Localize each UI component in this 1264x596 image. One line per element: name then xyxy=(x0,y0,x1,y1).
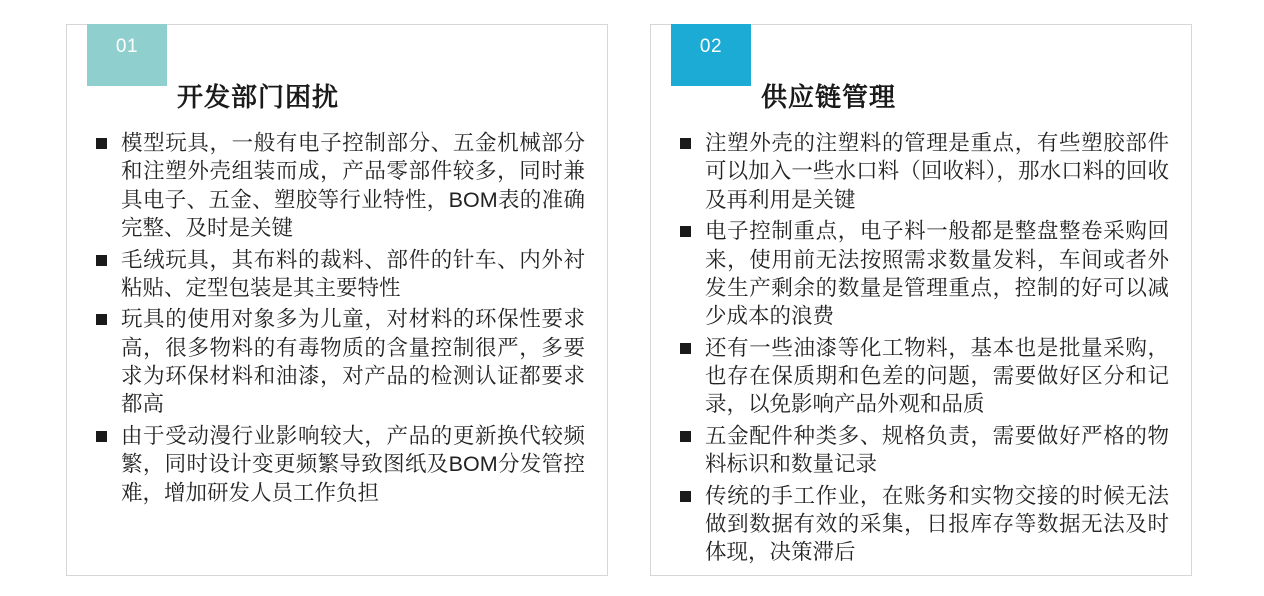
bullet-list-1 xyxy=(93,129,585,510)
bullet-list-2 xyxy=(677,129,1169,570)
square-bullet-icon xyxy=(680,226,691,237)
list-item xyxy=(93,246,585,303)
bullet-text: 玩具的使用对象多为儿童，对材料的环保性要求高，很多物料的有毒物质的含量控制很严，多要求为环保材料和油漆，对产品的检测认证都要求都高 xyxy=(121,307,585,417)
list-item xyxy=(677,422,1169,479)
square-bullet-icon xyxy=(96,255,107,266)
card-number-badge-2 xyxy=(671,24,751,86)
square-bullet-icon xyxy=(680,343,691,354)
list-item xyxy=(93,129,585,243)
bullet-text: 还有一些油漆等化工物料，基本也是批量采购，也存在保质期和色差的问题，需要做好区分和记录，以免影响产品外观和品质 xyxy=(705,335,1169,417)
content-card-2 xyxy=(650,24,1192,576)
bullet-text: 电子控制重点，电子料一般都是整盘整卷采购回来，使用前无法按照需求数量发料，车间或者外发生产剩余的数量是管理重点，控制的好可以减少成本的浪费 xyxy=(705,219,1169,329)
bullet-text: 传统的手工作业，在账务和实物交接的时候无法做到数据有效的采集，日报库存等数据无法及时体现，决策滞后 xyxy=(705,483,1169,565)
card-number-badge-1 xyxy=(87,24,167,86)
bullet-text: 由于受动漫行业影响较大，产品的更新换代较频繁，同时设计变更频繁导致图纸及BOM分发管控难，增加研发人员工作负担 xyxy=(121,423,585,505)
square-bullet-icon xyxy=(680,138,691,149)
list-item xyxy=(677,217,1169,331)
list-item xyxy=(677,334,1169,419)
card-title-1: 开发部门困扰 xyxy=(177,82,340,112)
square-bullet-icon xyxy=(680,431,691,442)
list-item xyxy=(677,482,1169,567)
bullet-text: 模型玩具，一般有电子控制部分、五金机械部分和注塑外壳组装而成，产品零部件较多，同时兼具电子、五金、塑胶等行业特性，BOM表的准确完整、及时是关键 xyxy=(121,131,585,241)
bullet-text: 毛绒玩具，其布料的裁料、部件的针车、内外衬粘贴、定型包装是其主要特性 xyxy=(121,247,585,300)
square-bullet-icon xyxy=(680,491,691,502)
bullet-text: 五金配件种类多、规格负责，需要做好严格的物料标识和数量记录 xyxy=(705,423,1169,477)
list-item xyxy=(677,129,1169,214)
square-bullet-icon xyxy=(96,431,107,442)
content-card-1 xyxy=(66,24,608,576)
card-number-label-2: 02 xyxy=(699,36,723,57)
bullet-text: 注塑外壳的注塑料的管理是重点，有些塑胶部件可以加入一些水口料（回收料），那水口料的回收及再利用是关键 xyxy=(705,131,1169,212)
list-item xyxy=(93,305,585,419)
card-number-label-1: 01 xyxy=(115,36,139,57)
list-item xyxy=(93,422,585,507)
square-bullet-icon xyxy=(96,314,107,325)
card-title-2: 供应链管理 xyxy=(761,82,897,112)
square-bullet-icon xyxy=(96,138,107,149)
